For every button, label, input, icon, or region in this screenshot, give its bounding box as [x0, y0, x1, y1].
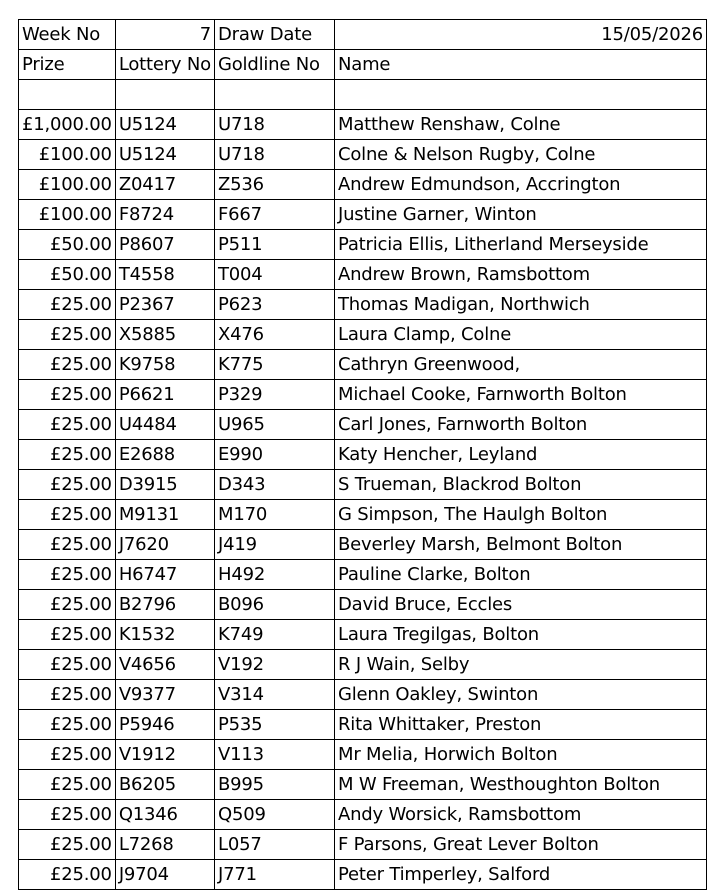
name-cell: Colne & Nelson Rugby, Colne [334, 140, 706, 170]
lottery-no-cell: Z0417 [115, 170, 214, 200]
prize-cell: £25.00 [19, 800, 116, 830]
goldline-no-cell: Q509 [214, 800, 334, 830]
lottery-no-cell: J9704 [115, 860, 214, 890]
name-cell: Rita Whittaker, Preston [334, 710, 706, 740]
prize-cell: £25.00 [19, 350, 116, 380]
column-header-goldline-no: Goldline No [214, 50, 334, 80]
winner-row [19, 860, 707, 890]
prize-cell: £25.00 [19, 410, 116, 440]
winner-row [19, 560, 707, 590]
goldline-no-cell: U718 [214, 140, 334, 170]
results-table [18, 19, 707, 890]
name-cell: Andrew Brown, Ramsbottom [334, 260, 706, 290]
prize-cell: £25.00 [19, 320, 116, 350]
winner-row [19, 590, 707, 620]
winner-row [19, 110, 707, 140]
prize-cell: £25.00 [19, 380, 116, 410]
week-row [19, 20, 707, 50]
prize-cell: £25.00 [19, 560, 116, 590]
winner-row [19, 140, 707, 170]
name-cell: Michael Cooke, Farnworth Bolton [334, 380, 706, 410]
name-cell: Carl Jones, Farnworth Bolton [334, 410, 706, 440]
goldline-no-cell: D343 [214, 470, 334, 500]
winner-row [19, 200, 707, 230]
winner-row [19, 500, 707, 530]
goldline-no-cell: J419 [214, 530, 334, 560]
prize-cell: £25.00 [19, 830, 116, 860]
prize-cell: £25.00 [19, 500, 116, 530]
goldline-no-cell: F667 [214, 200, 334, 230]
prize-cell: £25.00 [19, 860, 116, 890]
goldline-no-cell: B995 [214, 770, 334, 800]
lottery-no-cell: T4558 [115, 260, 214, 290]
winner-row [19, 620, 707, 650]
blank-cell [334, 80, 706, 110]
winner-row [19, 800, 707, 830]
name-cell: Laura Tregilgas, Bolton [334, 620, 706, 650]
name-cell: R J Wain, Selby [334, 650, 706, 680]
goldline-no-cell: V192 [214, 650, 334, 680]
lottery-no-cell: B2796 [115, 590, 214, 620]
winner-row [19, 290, 707, 320]
prize-cell: £25.00 [19, 680, 116, 710]
goldline-no-cell: L057 [214, 830, 334, 860]
prize-cell: £25.00 [19, 740, 116, 770]
name-cell: Andy Worsick, Ramsbottom [334, 800, 706, 830]
prize-cell: £25.00 [19, 440, 116, 470]
name-cell: Beverley Marsh, Belmont Bolton [334, 530, 706, 560]
goldline-no-cell: P511 [214, 230, 334, 260]
goldline-no-cell: X476 [214, 320, 334, 350]
prize-cell: £100.00 [19, 170, 116, 200]
blank-cell [115, 80, 214, 110]
lottery-no-cell: P8607 [115, 230, 214, 260]
lottery-no-cell: K1532 [115, 620, 214, 650]
prize-cell: £25.00 [19, 650, 116, 680]
prize-cell: £100.00 [19, 140, 116, 170]
lottery-no-cell: P5946 [115, 710, 214, 740]
goldline-no-cell: V113 [214, 740, 334, 770]
prize-cell: £25.00 [19, 710, 116, 740]
prize-cell: £25.00 [19, 530, 116, 560]
lottery-no-cell: B6205 [115, 770, 214, 800]
goldline-no-cell: P623 [214, 290, 334, 320]
name-cell: M W Freeman, Westhoughton Bolton [334, 770, 706, 800]
goldline-no-cell: J771 [214, 860, 334, 890]
name-cell: Pauline Clarke, Bolton [334, 560, 706, 590]
lottery-no-cell: V1912 [115, 740, 214, 770]
winner-row [19, 230, 707, 260]
lottery-no-cell: V9377 [115, 680, 214, 710]
column-header-prize: Prize [19, 50, 116, 80]
prize-cell: £50.00 [19, 230, 116, 260]
week-label: Week No [19, 20, 116, 50]
winner-row [19, 410, 707, 440]
goldline-no-cell: K775 [214, 350, 334, 380]
column-header-name: Name [334, 50, 706, 80]
winner-row [19, 470, 707, 500]
name-cell: Justine Garner, Winton [334, 200, 706, 230]
winner-row [19, 650, 707, 680]
name-cell: Laura Clamp, Colne [334, 320, 706, 350]
name-cell: Katy Hencher, Leyland [334, 440, 706, 470]
prize-cell: £25.00 [19, 290, 116, 320]
name-cell: Cathryn Greenwood, [334, 350, 706, 380]
draw-date-value: 15/05/2026 [334, 20, 706, 50]
winner-row [19, 380, 707, 410]
prize-cell: £1,000.00 [19, 110, 116, 140]
goldline-no-cell: P329 [214, 380, 334, 410]
goldline-no-cell: K749 [214, 620, 334, 650]
goldline-no-cell: M170 [214, 500, 334, 530]
goldline-no-cell: U718 [214, 110, 334, 140]
lottery-no-cell: M9131 [115, 500, 214, 530]
winner-row [19, 770, 707, 800]
name-cell: Matthew Renshaw, Colne [334, 110, 706, 140]
lottery-no-cell: V4656 [115, 650, 214, 680]
winner-row [19, 440, 707, 470]
column-header-row [19, 50, 707, 80]
prize-cell: £25.00 [19, 770, 116, 800]
name-cell: David Bruce, Eccles [334, 590, 706, 620]
winner-row [19, 170, 707, 200]
column-header-lottery-no: Lottery No [115, 50, 214, 80]
goldline-no-cell: T004 [214, 260, 334, 290]
goldline-no-cell: B096 [214, 590, 334, 620]
prize-cell: £50.00 [19, 260, 116, 290]
lottery-no-cell: P6621 [115, 380, 214, 410]
lottery-no-cell: U4484 [115, 410, 214, 440]
lottery-no-cell: F8724 [115, 200, 214, 230]
winner-row [19, 740, 707, 770]
prize-cell: £100.00 [19, 200, 116, 230]
prize-cell: £25.00 [19, 620, 116, 650]
lottery-no-cell: E2688 [115, 440, 214, 470]
draw-date-label: Draw Date [214, 20, 334, 50]
lottery-no-cell: P2367 [115, 290, 214, 320]
name-cell: Peter Timperley, Salford [334, 860, 706, 890]
name-cell: Glenn Oakley, Swinton [334, 680, 706, 710]
goldline-no-cell: V314 [214, 680, 334, 710]
goldline-no-cell: U965 [214, 410, 334, 440]
name-cell: Mr Melia, Horwich Bolton [334, 740, 706, 770]
winner-row [19, 260, 707, 290]
name-cell: Thomas Madigan, Northwich [334, 290, 706, 320]
name-cell: Andrew Edmundson, Accrington [334, 170, 706, 200]
winner-row [19, 830, 707, 860]
winner-row [19, 680, 707, 710]
name-cell: S Trueman, Blackrod Bolton [334, 470, 706, 500]
lottery-no-cell: U5124 [115, 110, 214, 140]
winner-row [19, 710, 707, 740]
name-cell: Patricia Ellis, Litherland Merseyside [334, 230, 706, 260]
lottery-no-cell: H6747 [115, 560, 214, 590]
goldline-no-cell: H492 [214, 560, 334, 590]
winner-row [19, 320, 707, 350]
name-cell: G Simpson, The Haulgh Bolton [334, 500, 706, 530]
winner-row [19, 530, 707, 560]
goldline-no-cell: Z536 [214, 170, 334, 200]
lottery-no-cell: Q1346 [115, 800, 214, 830]
lottery-no-cell: X5885 [115, 320, 214, 350]
lottery-no-cell: L7268 [115, 830, 214, 860]
blank-cell [214, 80, 334, 110]
week-value: 7 [115, 20, 214, 50]
winner-row [19, 350, 707, 380]
prize-cell: £25.00 [19, 590, 116, 620]
lottery-no-cell: D3915 [115, 470, 214, 500]
lottery-no-cell: K9758 [115, 350, 214, 380]
prize-cell: £25.00 [19, 470, 116, 500]
name-cell: F Parsons, Great Lever Bolton [334, 830, 706, 860]
goldline-no-cell: E990 [214, 440, 334, 470]
blank-cell [19, 80, 116, 110]
lottery-no-cell: J7620 [115, 530, 214, 560]
blank-row [19, 80, 707, 110]
results-table-body [19, 20, 707, 890]
goldline-no-cell: P535 [214, 710, 334, 740]
lottery-no-cell: U5124 [115, 140, 214, 170]
